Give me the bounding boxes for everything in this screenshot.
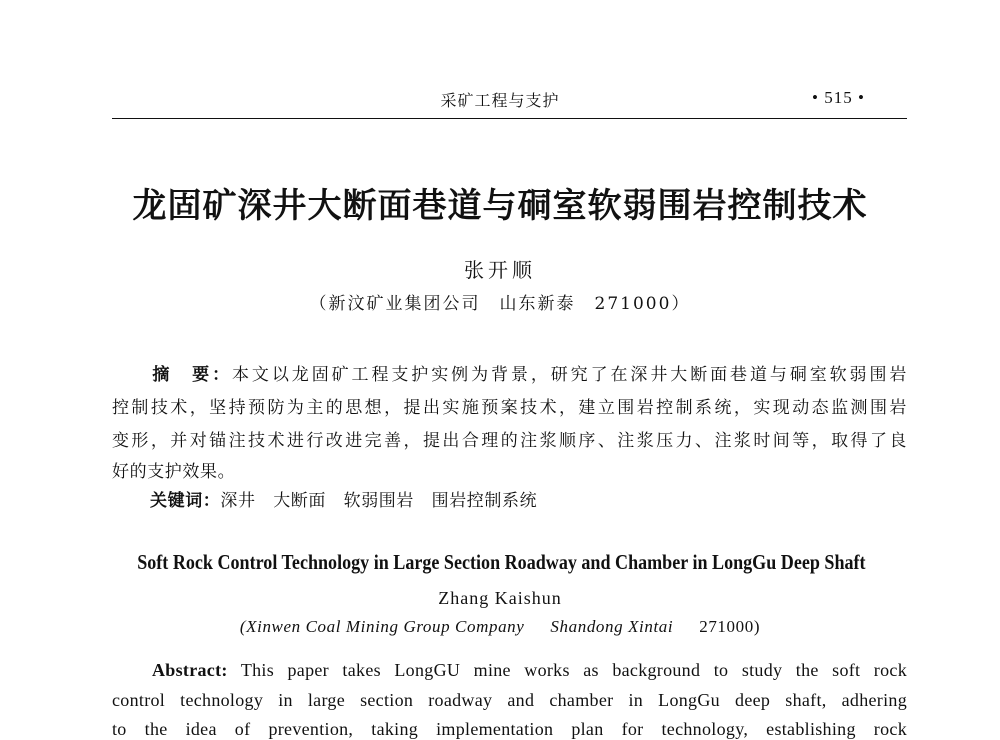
author-english: Zhang Kaishun [438, 588, 562, 608]
affiliation-chinese: （新汶矿业集团公司 山东新泰 271000） [309, 294, 691, 314]
running-header-title: 采矿工程与支护 [440, 91, 560, 110]
affiliation-english [0, 617, 1000, 637]
keywords-cn-text: 深井 大断面 软弱围岩 围岩控制系统 [220, 491, 538, 511]
abstract-cn-line-2: 控制技术，坚持预防为主的思想，提出实施预案技术，建立围岩控制系统，实现动态监测围岩 [112, 398, 907, 418]
abstract-cn-line-4: 好的支护效果。 [112, 462, 236, 482]
page-number: • 515 • [812, 88, 865, 107]
header-rule [112, 118, 907, 119]
affiliation-en-org: (Xinwen Coal Mining Group Company [239, 617, 525, 636]
abstract-cn-label: 摘 要： [150, 365, 233, 385]
keywords-cn-label: 关键词： [150, 491, 221, 511]
affiliation-en-place: Shandong Xintai [550, 617, 674, 636]
abstract-en-label: Abstract: [152, 660, 228, 680]
abstract-en-line-2: control technology in large section roadway and chamber in LongGu deep shaft, adhering [112, 690, 907, 710]
abstract-en-line-1: Abstract: This paper takes LongGU mine works as background to study the soft rock [152, 660, 907, 680]
abstract-en-line-3: to the idea of prevention, taking implementation plan for technology, establishing rock [112, 719, 907, 739]
abstract-cn-line-1: 摘 要：本文以龙固矿工程支护实例为背景，研究了在深井大断面巷道与硐室软弱围岩 [150, 365, 907, 385]
keywords-cn [150, 486, 537, 511]
paper-title-chinese: 龙固矿深井大断面巷道与硐室软弱围岩控制技术 [132, 186, 868, 226]
author-chinese: 张开顺 [464, 258, 536, 282]
affiliation-en-postcode: 271000) [699, 617, 761, 636]
abstract-cn-line-3: 变形，并对锚注技术进行改进完善，提出合理的注浆顺序、注浆压力、注浆时间等，取得了良 [112, 431, 907, 451]
paper-title-english: Soft Rock Control Technology in Large Section Roadway and Chamber in LongGu Deep Shaft [137, 550, 866, 574]
